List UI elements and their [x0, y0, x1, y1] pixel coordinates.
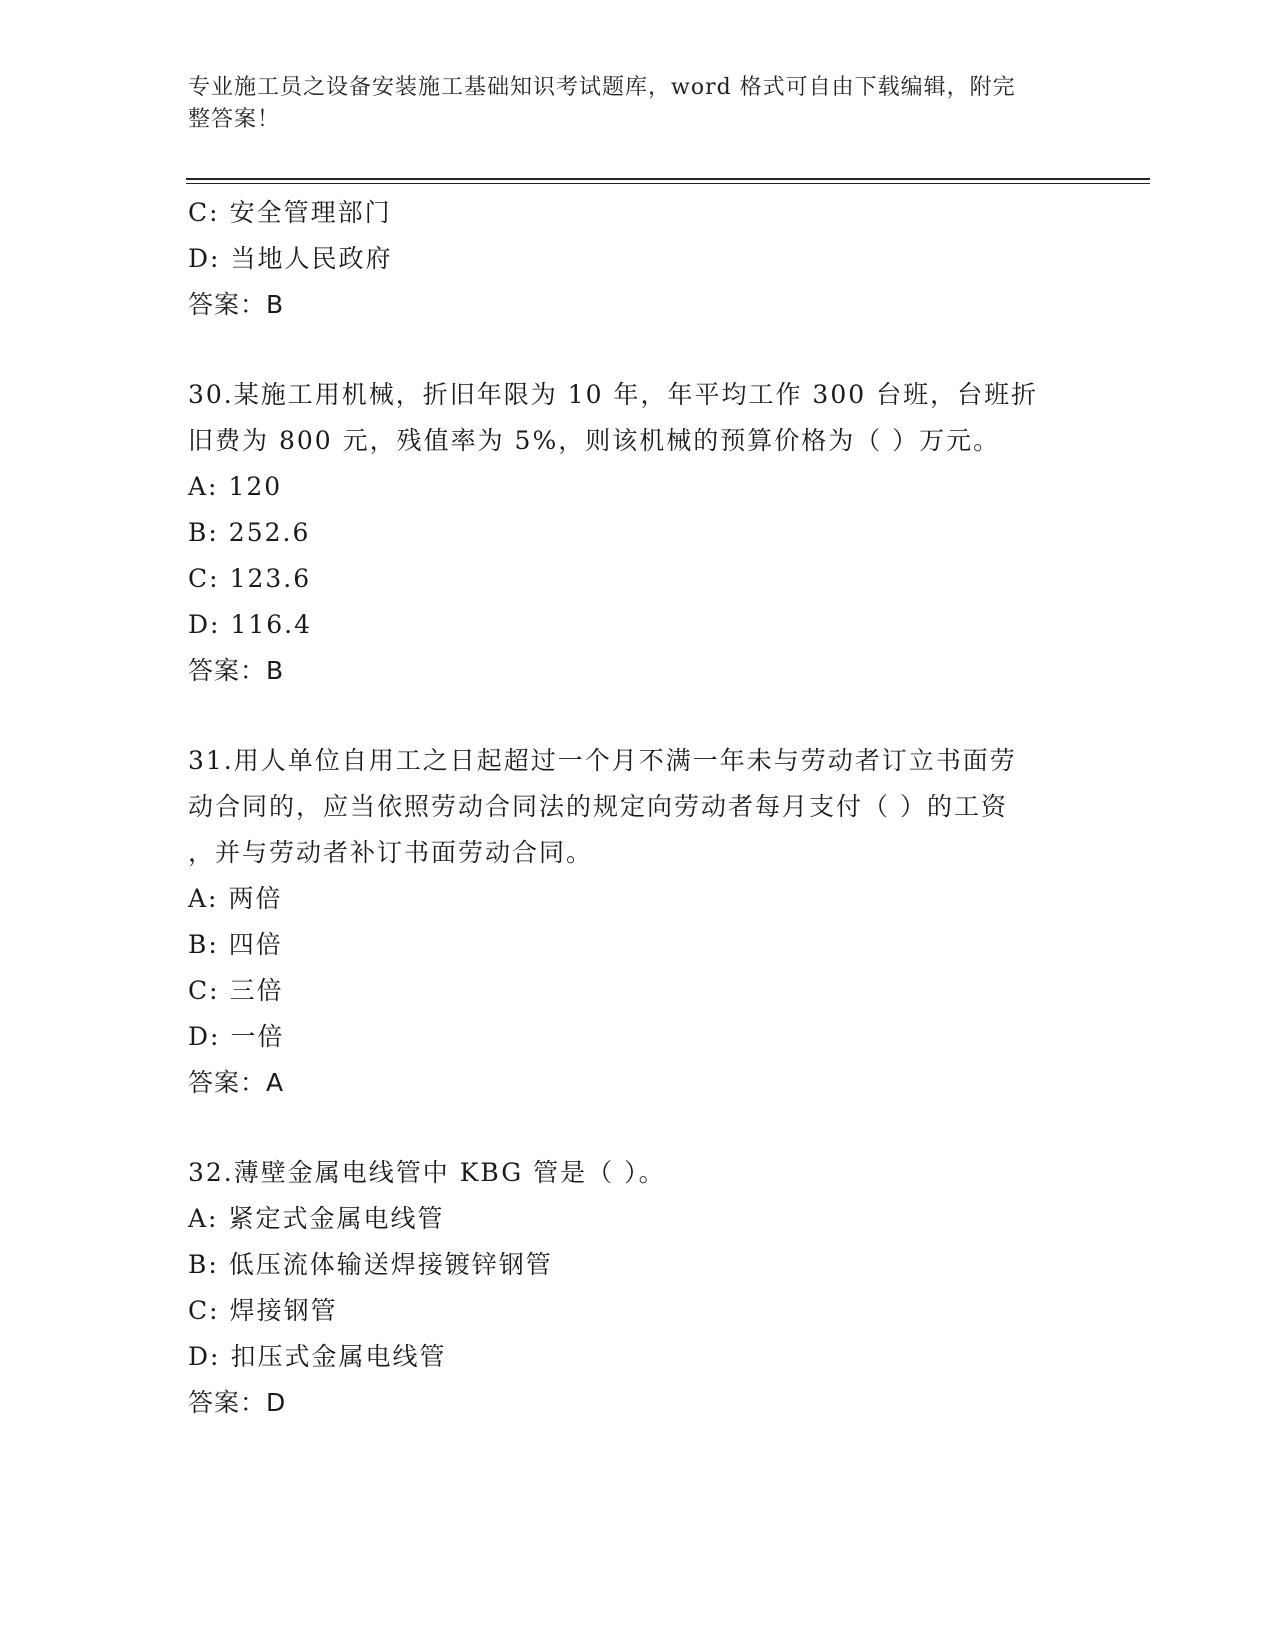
question-text-line: 30.某施工用机械，折旧年限为 10 年，年平均工作 300 台班，台班折	[188, 380, 1039, 409]
option-c: C: 三倍	[188, 976, 284, 1005]
question-31	[188, 738, 1088, 1106]
option-a: A: 120	[188, 472, 283, 501]
question-text-line: 旧费为 800 元，残值率为 5%，则该机械的预算价格为（ ）万元。	[188, 426, 1001, 455]
question-text-line: 31.用人单位自用工之日起超过一个月不满一年未与劳动者订立书面劳	[188, 746, 1017, 775]
question-text-line: ，并与劳动者补订书面劳动合同。	[188, 838, 594, 867]
question-30	[188, 372, 1088, 694]
document-header	[188, 72, 1088, 136]
answer-line: 答案：D	[188, 1388, 287, 1417]
question-content	[188, 190, 1088, 1426]
prev-question-block	[188, 190, 1088, 328]
option-c: C: 安全管理部门	[188, 198, 392, 227]
header-line-1: 专业施工员之设备安装施工基础知识考试题库，word 格式可自由下载编辑，附完	[188, 75, 1016, 100]
question-32	[188, 1150, 1088, 1426]
option-b: B: 四倍	[188, 930, 283, 959]
option-d: D: 当地人民政府	[188, 244, 393, 273]
answer-line: 答案：B	[188, 656, 285, 685]
header-divider-thick	[186, 178, 1150, 180]
option-d: D: 116.4	[188, 610, 313, 639]
question-text-line: 32.薄壁金属电线管中 KBG 管是（ ）。	[188, 1158, 666, 1187]
option-a: A: 紧定式金属电线管	[188, 1204, 445, 1233]
header-line-2: 整答案！	[188, 107, 281, 132]
header-divider-thin	[186, 183, 1150, 184]
option-d: D: 一倍	[188, 1022, 285, 1051]
question-text-line: 动合同的，应当依照劳动合同法的规定向劳动者每月支付（ ）的工资	[188, 792, 1008, 821]
option-a: A: 两倍	[188, 884, 283, 913]
answer-line: 答案：A	[188, 1068, 285, 1097]
option-b: B: 252.6	[188, 518, 311, 547]
answer-line: 答案：B	[188, 290, 285, 319]
option-c: C: 123.6	[188, 564, 312, 593]
option-d: D: 扣压式金属电线管	[188, 1342, 447, 1371]
option-c: C: 焊接钢管	[188, 1296, 338, 1325]
option-b: B: 低压流体输送焊接镀锌钢管	[188, 1250, 553, 1279]
